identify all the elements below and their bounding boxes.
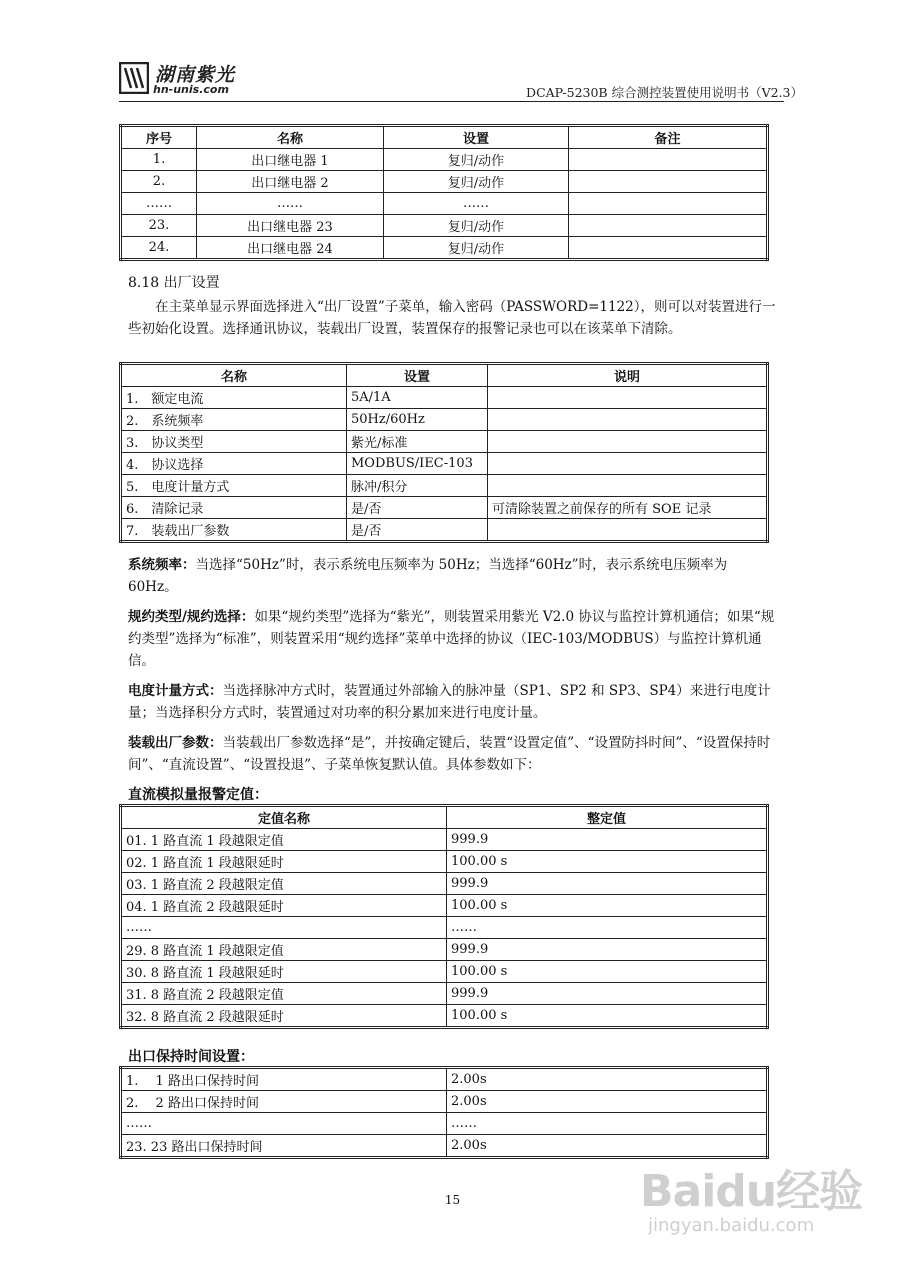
table-cell: 紫光/标准 xyxy=(347,431,488,453)
paragraph-text: 当装载出厂参数选择“是”，并按确定键后，装置“设置定值”、“设置防抖时间”、“设置保持时间”、“直流设置”、“设置投退”、子菜单恢复默认值。具体参数如下： xyxy=(128,735,771,773)
table-cell: 999.9 xyxy=(447,829,768,851)
section-intro: 在主菜单显示界面选择进入“出厂设置”子菜单，输入密码（PASSWORD=1122），则可以对装置进行一些初始化设置。选择通讯协议，装载出厂设置，装置保存的报警记录也可以在该菜单下清除。 xyxy=(128,299,776,337)
table-cell: 可清除装置之前保存的所有 SOE 记录 xyxy=(488,497,768,519)
table-cell: 2.00s xyxy=(447,1091,768,1113)
table-cell: …… xyxy=(121,917,447,939)
table-cell: …… xyxy=(197,193,384,215)
table-row xyxy=(121,475,768,497)
table-cell: 6. 清除记录 xyxy=(121,497,347,519)
table-cell: MODBUS/IEC-103 xyxy=(347,453,488,475)
table-cell: 2.00s xyxy=(447,1068,768,1091)
table-cell: 2. xyxy=(121,171,197,193)
relay-table xyxy=(119,124,769,261)
table-cell: …… xyxy=(447,917,768,939)
paragraph-term: 电度计量方式： xyxy=(128,683,223,699)
table-cell: 2.00s xyxy=(447,1135,768,1158)
table-cell: 出口继电器 24 xyxy=(197,237,384,260)
table-row xyxy=(121,873,768,895)
logo-url-text: hn-unis.com xyxy=(153,83,229,96)
paragraph-energy-metering xyxy=(128,680,778,724)
table-row xyxy=(121,1113,768,1135)
table-row xyxy=(121,961,768,983)
dc-table-label: 直流模拟量报警定值： xyxy=(128,787,268,803)
table-row xyxy=(121,895,768,917)
table-cell xyxy=(569,215,768,237)
table-cell: 23. 23 路出口保持时间 xyxy=(121,1135,447,1158)
table-cell: 复归/动作 xyxy=(384,171,569,193)
table-cell: 复归/动作 xyxy=(384,237,569,260)
column-header: 定值名称 xyxy=(121,806,447,829)
table-cell: 2. 系统频率 xyxy=(121,409,347,431)
table-cell: 100.00 s xyxy=(447,895,768,917)
table-cell: 5. 电度计量方式 xyxy=(121,475,347,497)
table-row xyxy=(121,237,768,260)
paragraph-text: 如果“规约类型”选择为“紫光”，则装置采用紫光 V2.0 协议与监控计算机通信；如果“规约类型”选择为“标准”，则装置采用“规约选择”菜单中选择的协议（IEC-103/MODBUS）与监控计算机通信。 xyxy=(128,609,775,669)
table-row xyxy=(121,983,768,1005)
paragraph-text: 当选择脉冲方式时，装置通过外部输入的脉冲量（SP1、SP2 和 SP3、SP4）来进行电度计量；当选择积分方式时，装置通过对功率的积分累加来进行电度计量。 xyxy=(128,683,771,721)
table-header-row xyxy=(121,806,768,829)
paragraph-term: 规约类型/规约选择： xyxy=(128,609,255,625)
table-header-row xyxy=(121,364,768,387)
table-row xyxy=(121,917,768,939)
table-cell: 脉冲/积分 xyxy=(347,475,488,497)
table-cell: …… xyxy=(121,193,197,215)
table-row xyxy=(121,409,768,431)
table-cell: 是/否 xyxy=(347,519,488,542)
table-cell: 100.00 s xyxy=(447,1005,768,1028)
table-row xyxy=(121,1091,768,1113)
table-cell xyxy=(569,193,768,215)
paragraph-protocol xyxy=(128,606,778,672)
paragraph-system-frequency xyxy=(128,554,778,598)
table-cell xyxy=(488,387,768,409)
table-row xyxy=(121,215,768,237)
table-cell: 31. 8 路直流 2 段越限定值 xyxy=(121,983,447,1005)
table-cell xyxy=(569,237,768,260)
table-cell: 03. 1 路直流 2 段越限定值 xyxy=(121,873,447,895)
table-cell: 30. 8 路直流 1 段越限延时 xyxy=(121,961,447,983)
watermark xyxy=(640,1155,880,1255)
table-cell: 50Hz/60Hz xyxy=(347,409,488,431)
hold-table-label: 出口保持时间设置： xyxy=(128,1049,254,1065)
table-cell xyxy=(488,431,768,453)
table-row xyxy=(121,1005,768,1028)
table-row xyxy=(121,829,768,851)
watermark-url: jingyan.baidu.com xyxy=(648,1215,815,1236)
table-row xyxy=(121,851,768,873)
table-cell: 01. 1 路直流 1 段越限定值 xyxy=(121,829,447,851)
table-header-row xyxy=(121,126,768,149)
paragraph-load-defaults xyxy=(128,732,778,776)
paragraph-text: 当选择“50Hz”时，表示系统电压频率为 50Hz；当选择“60Hz”时，表示系统电压频率为 60Hz。 xyxy=(128,557,728,595)
table-cell: 23. xyxy=(121,215,197,237)
table-cell: 24. xyxy=(121,237,197,260)
table-cell: 出口继电器 23 xyxy=(197,215,384,237)
table-cell: 是/否 xyxy=(347,497,488,519)
table-cell: 100.00 s xyxy=(447,851,768,873)
column-header: 备注 xyxy=(569,126,768,149)
table-row xyxy=(121,497,768,519)
table-cell: 1. xyxy=(121,149,197,171)
dc-alarm-table xyxy=(119,804,769,1029)
paragraph-term: 系统频率： xyxy=(128,557,196,573)
table-cell xyxy=(488,409,768,431)
section-title: 8.18 出厂设置 xyxy=(128,275,220,291)
table-cell xyxy=(569,171,768,193)
column-header: 说明 xyxy=(488,364,768,387)
table-cell: 复归/动作 xyxy=(384,149,569,171)
table-cell: 4. 协议选择 xyxy=(121,453,347,475)
table-cell: 5A/1A xyxy=(347,387,488,409)
table-cell xyxy=(488,519,768,542)
table-cell: 100.00 s xyxy=(447,961,768,983)
header-divider xyxy=(119,101,784,102)
table-row xyxy=(121,387,768,409)
table-cell: 7. 装载出厂参数 xyxy=(121,519,347,542)
company-logo xyxy=(119,60,269,100)
watermark-logo: Baidu经验 xyxy=(640,1166,863,1217)
table-cell: 999.9 xyxy=(447,939,768,961)
table-cell: 999.9 xyxy=(447,873,768,895)
logo-mark-icon xyxy=(119,62,149,94)
table-row xyxy=(121,171,768,193)
table-cell: 32. 8 路直流 2 段越限延时 xyxy=(121,1005,447,1028)
column-header: 设置 xyxy=(347,364,488,387)
table-row xyxy=(121,1068,768,1091)
table-cell: 出口继电器 1 xyxy=(197,149,384,171)
column-header: 名称 xyxy=(121,364,347,387)
table-row xyxy=(121,519,768,542)
table-cell xyxy=(488,453,768,475)
page-number: 15 xyxy=(444,1193,461,1207)
table-cell: 出口继电器 2 xyxy=(197,171,384,193)
table-cell: …… xyxy=(121,1113,447,1135)
table-cell: 3. 协议类型 xyxy=(121,431,347,453)
table-cell: 1. 1 路出口保持时间 xyxy=(121,1068,447,1091)
column-header: 设置 xyxy=(384,126,569,149)
table-cell: 复归/动作 xyxy=(384,215,569,237)
table-cell: 999.9 xyxy=(447,983,768,1005)
table-row xyxy=(121,149,768,171)
table-cell: 2. 2 路出口保持时间 xyxy=(121,1091,447,1113)
document-title: DCAP-5230B 综合测控装置使用说明书（V2.3） xyxy=(526,85,803,100)
column-header: 名称 xyxy=(197,126,384,149)
table-cell xyxy=(569,149,768,171)
table-row xyxy=(121,431,768,453)
table-cell: 02. 1 路直流 1 段越限延时 xyxy=(121,851,447,873)
hold-time-table xyxy=(119,1066,769,1159)
column-header: 序号 xyxy=(121,126,197,149)
logo-chinese-text: 湖南紫光 xyxy=(155,64,236,86)
table-cell: 29. 8 路直流 1 段越限定值 xyxy=(121,939,447,961)
table-cell: …… xyxy=(447,1113,768,1135)
paragraph-term: 装载出厂参数： xyxy=(128,735,223,751)
factory-settings-table xyxy=(119,362,769,543)
table-row xyxy=(121,193,768,215)
table-row xyxy=(121,939,768,961)
table-cell: 04. 1 路直流 2 段越限延时 xyxy=(121,895,447,917)
table-cell: …… xyxy=(384,193,569,215)
table-cell xyxy=(488,475,768,497)
table-cell: 1. 额定电流 xyxy=(121,387,347,409)
column-header: 整定值 xyxy=(447,806,768,829)
table-row xyxy=(121,453,768,475)
